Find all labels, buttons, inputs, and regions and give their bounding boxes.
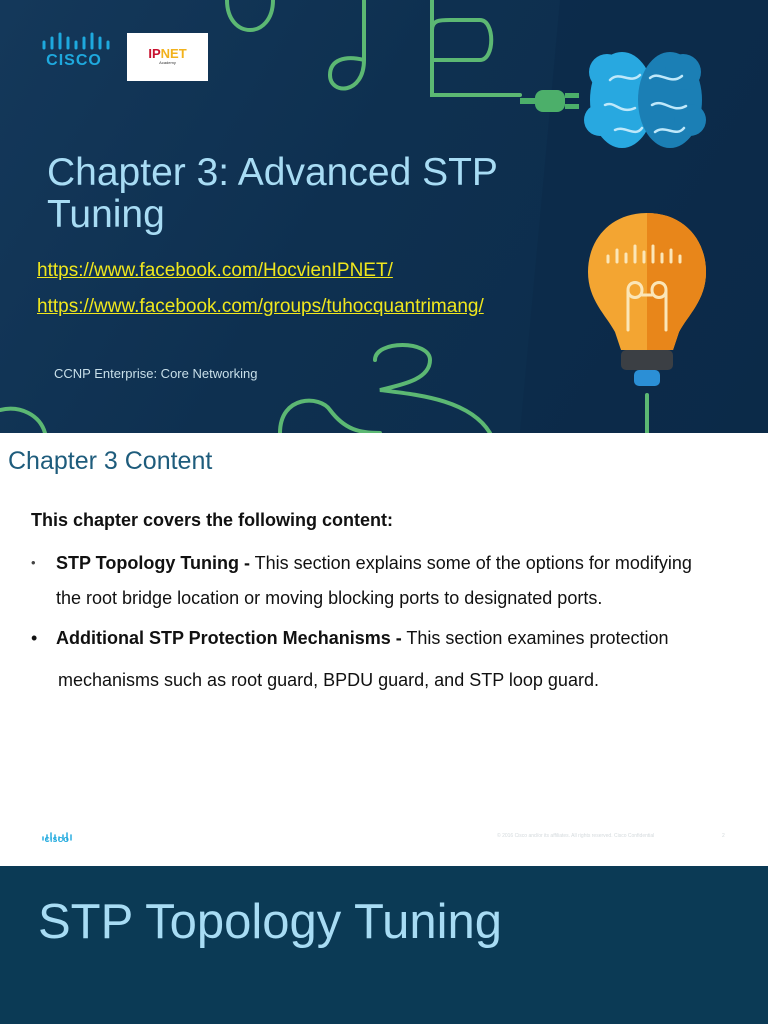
content-slide [0,433,768,866]
copyright-footer: © 2016 Cisco and/or its affiliates. All rights reserved. Cisco Confidential [497,833,655,839]
ipnet-subtitle: Academy [159,60,176,65]
bullet-text: This section explains some of the options for modifying [249,553,692,573]
bullet-heading: STP Topology Tuning - [56,553,250,573]
footer-cisco-wordmark: CISCO [44,837,70,844]
bullet-heading: Additional STP Protection Mechanisms - [56,628,402,648]
content-slide-title: Chapter 3 Content [8,447,213,475]
page-number: 2 [722,833,725,839]
section-title: STP Topology Tuning [38,895,503,949]
cisco-wordmark: CISCO [46,52,102,69]
title-slide [0,0,768,433]
bullet-item-1-continued: the root bridge location or moving blocking ports to designated ports. [56,588,603,608]
bullet-marker: • [31,628,38,648]
section-slide [0,866,768,1024]
footer-cisco-logo [41,828,73,848]
cisco-logo [38,32,110,72]
facebook-group-link[interactable]: https://www.facebook.com/groups/tuhocquantrimang/ [37,296,484,317]
ipnet-logo [127,33,208,81]
bullet-marker: • [31,555,36,570]
slide-title-line-2: Tuning [47,193,165,236]
bullet-text: This section examines protection [401,628,669,648]
facebook-page-link[interactable]: https://www.facebook.com/HocvienIPNET/ [37,260,393,281]
course-name: CCNP Enterprise: Core Networking [54,366,258,381]
bullet-item-2-continued: mechanisms such as root guard, BPDU guard, and STP loop guard. [58,670,599,690]
content-intro: This chapter covers the following content: [31,510,394,530]
ipnet-wordmark: IPNET [148,46,187,61]
bullet-item-1 [56,553,692,574]
slide-title [47,152,547,236]
bullet-item-2 [56,628,669,649]
slide-title-line-1: Chapter 3: Advanced STP [47,151,498,194]
